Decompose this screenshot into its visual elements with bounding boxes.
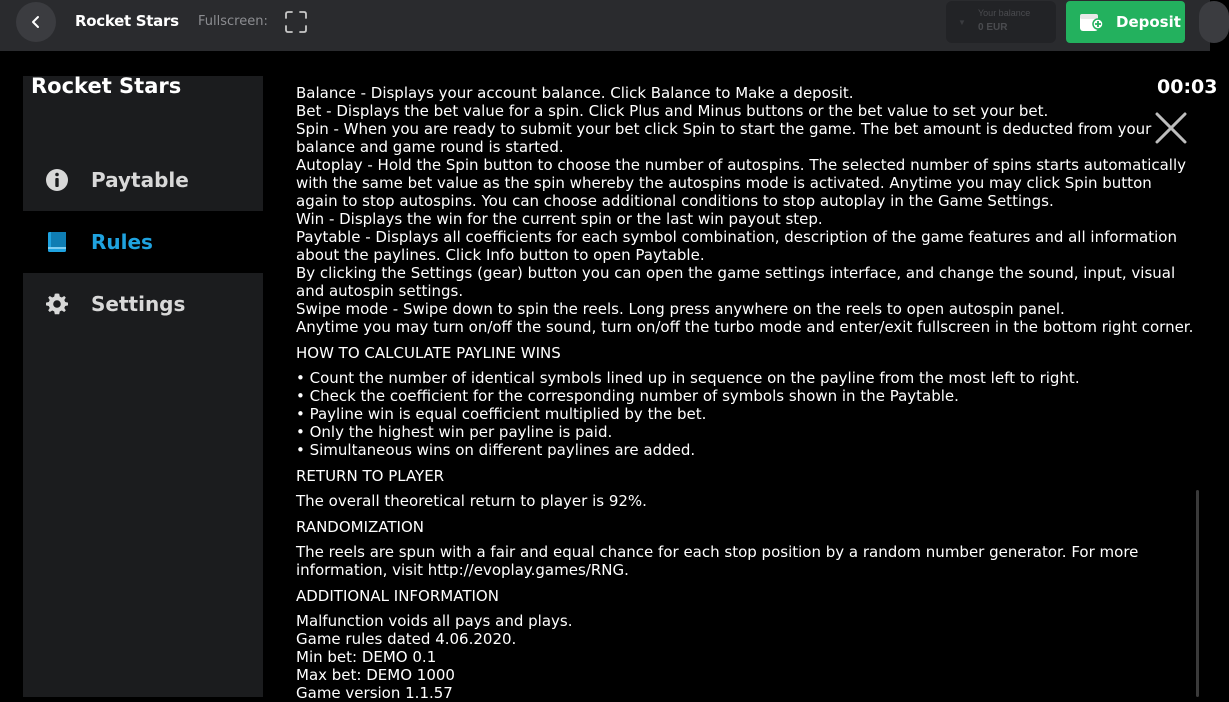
rules-line: Paytable - Displays all coefficients for each symbol combination, description of the game features and all information about the paylines. Click Info button to open Paytable.	[296, 228, 1177, 264]
balance-label: Your balance	[978, 8, 1031, 18]
book-icon	[45, 230, 69, 254]
list-item: Game rules dated 4.06.2020.	[296, 630, 517, 648]
close-icon[interactable]	[1154, 111, 1188, 145]
list-item: Min bet: DEMO 0.1	[296, 648, 437, 666]
wallet-plus-icon	[1079, 11, 1103, 33]
balance-widget[interactable]	[946, 1, 1056, 43]
list-item: • Simultaneous wins on different paylines are added.	[296, 441, 696, 459]
sidebar-item-rules[interactable]	[23, 211, 263, 273]
page-title: Rocket Stars	[75, 12, 179, 30]
list-item: • Only the highest win per payline is paid.	[296, 423, 613, 441]
list-item: • Count the number of identical symbols lined up in sequence on the payline from the most left to right.	[296, 369, 1080, 387]
rules-line: Balance - Displays your account balance. Click Balance to Make a deposit.	[296, 84, 854, 102]
sidebar-item-label: Rules	[91, 230, 153, 254]
sidebar-item-label: Settings	[91, 292, 186, 316]
rtp-text: The overall theoretical return to player is 92%.	[296, 492, 647, 510]
session-timer: 00:03	[1157, 76, 1218, 98]
rules-content[interactable]	[296, 76, 1196, 702]
back-button[interactable]	[16, 2, 56, 42]
balance-value: 0 EUR	[978, 22, 1008, 33]
game-title: Rocket Stars	[31, 74, 182, 98]
section-heading-additional: ADDITIONAL INFORMATION	[296, 587, 499, 605]
rules-line: Anytime you may turn on/off the sound, turn on/off the turbo mode and enter/exit fullscreen in the bottom right corner.	[296, 318, 1194, 336]
rules-line: Autoplay - Hold the Spin button to choose the number of autospins. The selected number of spins starts automatically with the same bet value as the spin whereby the autospins mode is activated. Anytime you may click Spin button again to stop autospins. You can choose additional conditions to stop autoplay in the Game Settings.	[296, 156, 1187, 210]
rules-panel	[23, 74, 1210, 702]
rules-line: Swipe mode - Swipe down to spin the reels. Long press anywhere on the reels to open autospin panel.	[296, 300, 1065, 318]
section-heading-randomization: RANDOMIZATION	[296, 518, 425, 536]
chevron-left-icon	[29, 15, 43, 29]
sidebar-item-label: Paytable	[91, 168, 189, 192]
gear-icon	[45, 292, 69, 316]
rules-line: Win - Displays the win for the current spin or the last win payout step.	[296, 210, 823, 228]
balance-dropdown-icon: ▼	[958, 18, 966, 27]
sidebar	[23, 76, 263, 697]
rules-line: By clicking the Settings (gear) button you can open the game settings interface, and change the sound, input, visual and autospin settings.	[296, 264, 1176, 300]
list-item: Malfunction voids all pays and plays.	[296, 612, 573, 630]
rules-line: Spin - When you are ready to submit your bet click Spin to start the game. The bet amount is deducted from your balance and game round is started.	[296, 120, 1152, 156]
deposit-button[interactable]	[1066, 1, 1185, 43]
avatar[interactable]	[1199, 1, 1229, 43]
deposit-label: Deposit	[1116, 13, 1181, 31]
sidebar-item-paytable[interactable]	[23, 149, 263, 211]
section-heading-rtp: RETURN TO PLAYER	[296, 467, 445, 485]
randomization-text: The reels are spun with a fair and equal chance for each stop position by a random number generator. For more information, visit http://evoplay.games/RNG.	[296, 543, 1139, 579]
fullscreen-icon[interactable]	[284, 10, 308, 34]
scrollbar[interactable]	[1196, 490, 1199, 697]
rules-line: Bet - Displays the bet value for a spin. Click Plus and Minus buttons or the bet value to set your bet.	[296, 102, 1049, 120]
list-item: • Payline win is equal coefficient multiplied by the bet.	[296, 405, 707, 423]
sidebar-item-settings[interactable]	[23, 273, 263, 335]
list-item: • Check the coefficient for the corresponding number of symbols shown in the Paytable.	[296, 387, 959, 405]
section-heading-payline: HOW TO CALCULATE PAYLINE WINS	[296, 344, 561, 362]
fullscreen-label: Fullscreen:	[198, 14, 268, 29]
list-item: Max bet: DEMO 1000	[296, 666, 455, 684]
info-icon	[45, 168, 69, 192]
top-bar	[0, 0, 1210, 51]
list-item: Game version 1.1.57	[296, 684, 453, 702]
